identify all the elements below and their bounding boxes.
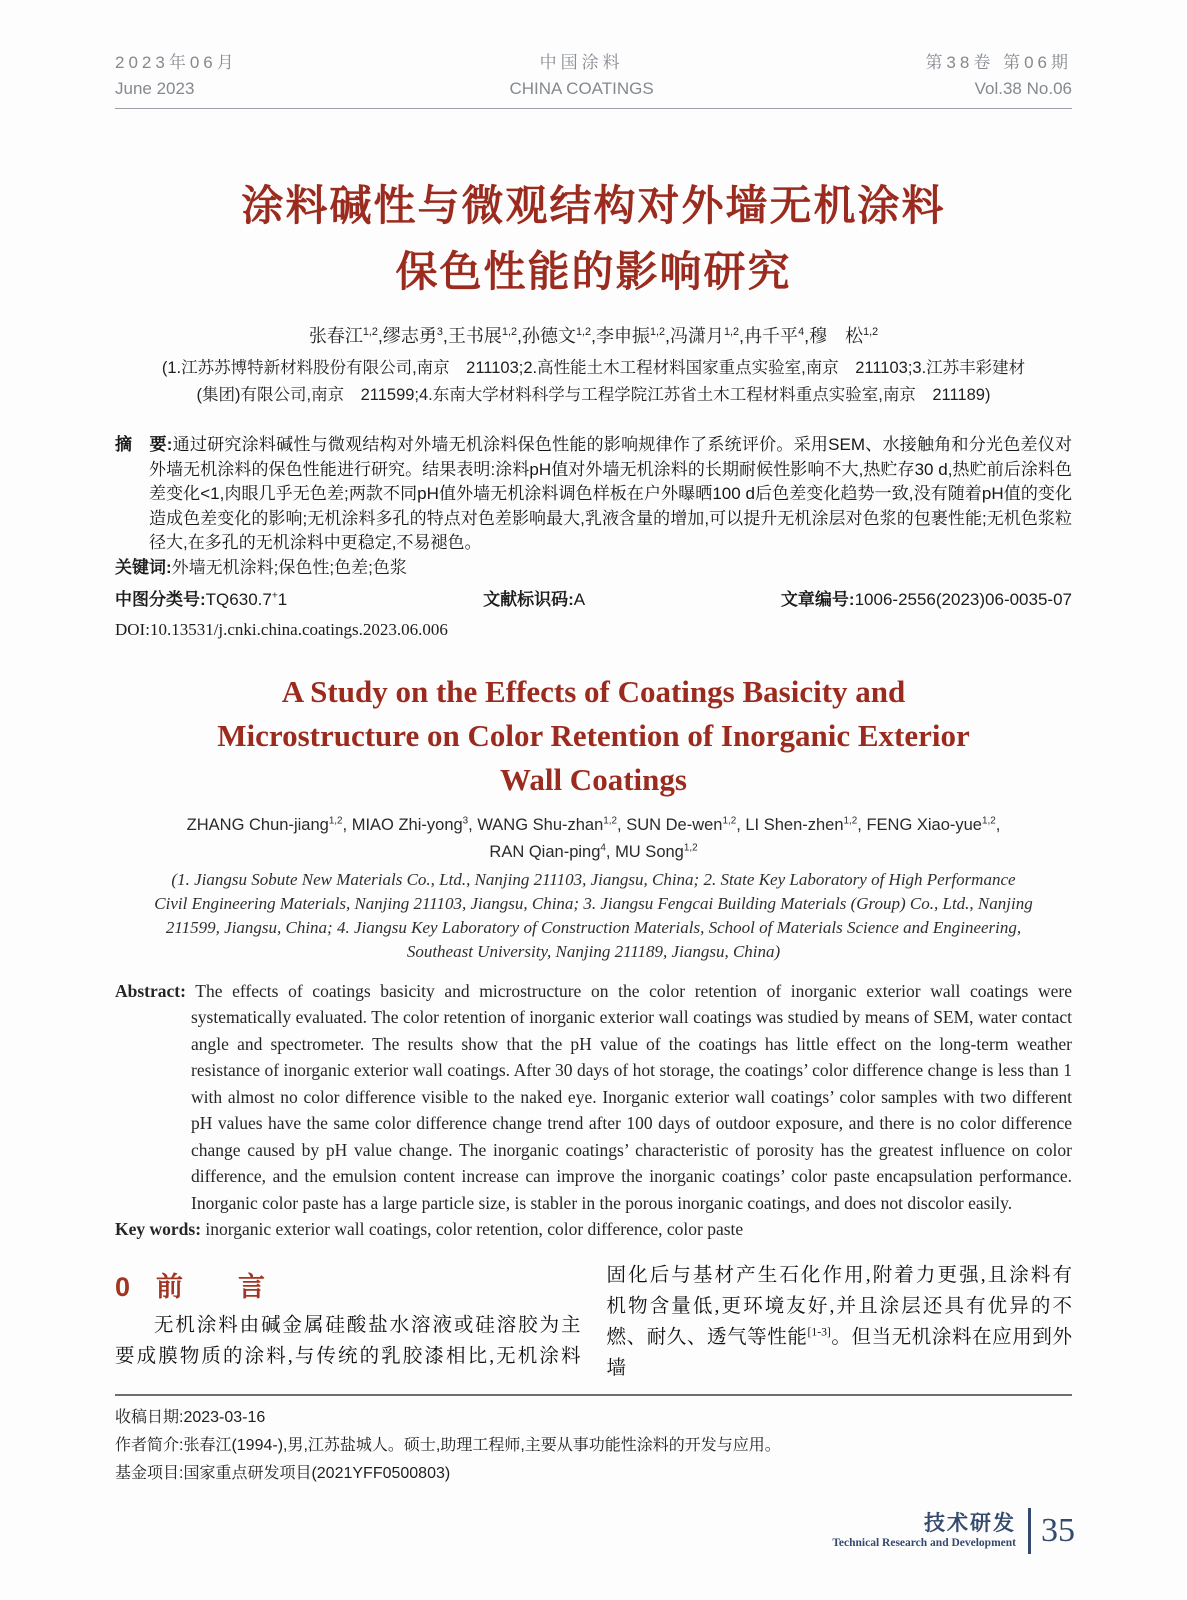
section-0-heading [115,1272,581,1302]
body-text-line: 无机涂料由碱金属硅酸盐水溶液或硅溶胶为主 [154,1315,581,1336]
affiliation-en-line1: (1. Jiangsu Sobute New Materials Co., Ltd., Nanjing 211103, Jiangsu, China; 2. State Key Laboratory of High Performance [171,869,1016,889]
volume-issue-cn: 第38卷 第06期 [925,53,1072,72]
article-id: 文章编号:1006-2556(2023)06-0035-07 [780,589,1072,609]
affiliation-en [115,868,1072,964]
journal-name-en: CHINA COATINGS [509,79,654,98]
abstract-en [115,978,1072,1217]
abstract-cn [115,433,1072,556]
affiliation-en-line4: Southeast University, Nanjing 211189, Jiangsu, China) [406,941,781,961]
author-cn: 孙德文$^{1,2}$, [521,326,596,346]
affiliation-en-line2: Civil Engineering Materials, Nanjing 211103, Jiangsu, China; 3. Jiangsu Fengcai Building Materials (Group) Co., Ltd., Nanjing [154,893,1033,913]
abstract-cn-label: 摘 要: [115,435,173,454]
body-text-line: 固化后与基材产生石化作用,附着力更强,且涂料有 [606,1265,1072,1286]
footnote-received-date: 收稿日期:2023-03-16 [115,1409,266,1426]
issue-date-cn: 2023年06月 [115,53,238,72]
footnotes [115,1396,1072,1488]
author-en: LI Shen-zhen$^{1,2}$, [745,815,867,834]
abstract-cn-text: 通过研究涂料碱性与微观结构对外墙无机涂料保色性能的影响规律作了系统评价。采用SEM、水接触角和分光色差仪对外墙无机涂料的保色性能进行研究。结果表明:涂料pH值对外墙无机涂料的长期耐候性影响不大,热贮存30 d,热贮前后涂料色差变化<1,肉眼几乎无色差;两款不同pH值外墙无机涂料调色样板在户外曝晒100 d后色差变化趋势一致,没有随着pH值的变化造成色差变化的影响;无机涂料多孔的特点对色差影响最大,乳液含量的增加,可以提升无机涂层对色浆的包裹性能;无机色浆粒径大,在多孔的无机涂料中更稳定,不易褪色。 [149,435,1072,552]
header-journal-name [509,50,653,102]
issue-date-en: June 2023 [115,79,195,98]
author-cn: 王书展$^{1,2}$, [447,326,522,346]
footnote-funding: 基金项目:国家重点研发项目(2021YFF0500803) [115,1465,451,1482]
abstract-en-label: Abstract: [115,980,186,1001]
journal-header [115,50,1072,109]
keywords-en-text: inorganic exterior wall coatings, color retention, color difference, color paste [205,1219,744,1239]
author-cn: 张春江$^{1,2}$, [308,326,383,346]
reference-marker: [1-3] [807,1325,831,1339]
section-0-number: 0 [115,1272,131,1302]
author-list-en [115,812,1072,866]
body-column-right [607,1250,1073,1384]
author-en: SUN De-wen$^{1,2}$, [626,815,746,834]
article-title-en-line3: Wall Coatings [500,761,687,797]
author-en: ZHANG Chun-jiang$^{1,2}$, [186,815,352,834]
author-cn: 穆 松$^{1,2}$ [809,326,879,346]
article-title-cn-line1: 涂料碱性与微观结构对外墙无机涂料 [241,182,946,229]
author-list-cn [115,323,1072,349]
article-title-cn-line2: 保色性能的影响研究 [395,248,792,295]
body-text-line: 要成膜物质的涂料,与传统的乳胶漆相比,无机涂料 [115,1346,581,1367]
author-cn: 冯潇月$^{1,2}$, [670,326,745,346]
footer-section-label [832,1512,1016,1551]
page-footer [832,1508,1075,1554]
article-title-en-line1: A Study on the Effects of Coatings Basicity and [281,673,906,709]
author-cn: 缪志勇$^3$, [382,326,448,346]
affiliation-cn-line1: (1.江苏苏博特新材料股份有限公司,南京 211103;2.高性能土木工程材料国家重点实验室,南京 211103;3.江苏丰彩建材 [161,359,1026,377]
article-title-en [115,670,1072,802]
keywords-cn [115,556,1072,580]
affiliation-cn [115,355,1072,409]
footer-divider-bar [1028,1508,1031,1554]
footer-section-cn: 技术研发 [924,1511,1016,1535]
doi: DOI:10.13531/j.cnki.china.coatings.2023.06.006 [115,619,448,639]
journal-name-cn: 中国涂料 [539,53,624,72]
volume-issue-en: Vol.38 No.06 [974,79,1072,98]
author-en: FENG Xiao-yue$^{1,2}$, [866,815,1001,834]
author-cn: 冉千平$^4$, [744,326,810,346]
section-0-title: 前 言 [156,1272,280,1302]
keywords-cn-text: 外墙无机涂料;保色性;色差;色浆 [171,557,407,577]
keywords-en-label: Key words: [115,1219,202,1239]
author-en: WANG Shu-zhan$^{1,2}$, [477,815,627,834]
affiliation-cn-line2: (集团)有限公司,南京 211599;4.东南大学材料科学与工程学院江苏省土木工程材料重点实验室,南京 211189) [196,386,991,404]
keywords-cn-label: 关键词: [115,557,172,577]
author-en: RAN Qian-ping$^4$, [489,842,616,861]
author-list-en-line2 [115,839,1072,866]
affiliation-en-line3: 211599, Jiangsu, China; 4. Jiangsu Key Laboratory of Construction Materials, School of Materials Science and Engineering, [165,917,1022,937]
footer-section-en: Technical Research and Development [832,1536,1016,1549]
meta-row [115,588,1072,612]
abstract-en-text: The effects of coatings basicity and microstructure on the color retention of inorganic exterior wall coatings were systematically evaluated. The color retention of inorganic exterior wall coatings was studied by means of SEM, water contact angle and spectrometer. The results show that the pH value of the coatings has little effect on the long-term weather resistance of inorganic exterior wall coatings. After 30 days of hot storage, the coatings’ color difference change is less than 1 with almost no color difference visible to the naked eye. Inorganic exterior wall coatings’ color samples with two different pH values have the same color difference change trend after 100 days of outdoor exposure, and there is no color difference change caused by pH value change. The inorganic coatings’ characteristic of porosity has the greatest influence on color difference, and the emulsion content increase can improve the inorganic coatings’ color paste encapsulation performance. Inorganic color paste has a large particle size, is stabler in the porous inorganic coatings, and does not discolor easily. [191,980,1072,1213]
author-list-en-line1 [115,812,1072,839]
clc-number: 中图分类号:TQ630.7+1 [115,589,288,609]
author-en: MIAO Zhi-yong$^3$, [351,815,478,834]
footnote-author-bio: 作者简介:张春江(1994-),男,江苏盐城人。硕士,助理工程师,主要从事功能性涂料的开发与应用。 [115,1437,781,1454]
body-column-left [115,1250,581,1384]
header-volume-issue [925,50,1072,102]
keywords-en [115,1216,1072,1242]
article-title-en-line2: Microstructure on Color Retention of Inorganic Exterior [217,717,970,753]
author-cn: 李申振$^{1,2}$, [596,326,671,346]
body-text-line: 机物含量低,更环境友好,并且涂层还具有优异的不 [606,1296,1072,1317]
document-code: 文献标识码:A [483,589,586,609]
body-columns [115,1250,1072,1384]
author-en: MU Song$^{1,2}$ [615,842,698,861]
body-text-line: 燃、耐久、透气等性能[1-3]。但当无机涂料在应用到外墙 [606,1325,1072,1379]
article-title-cn [115,173,1072,305]
header-issue-date [115,50,238,102]
page-number: 35 [1041,1512,1075,1549]
